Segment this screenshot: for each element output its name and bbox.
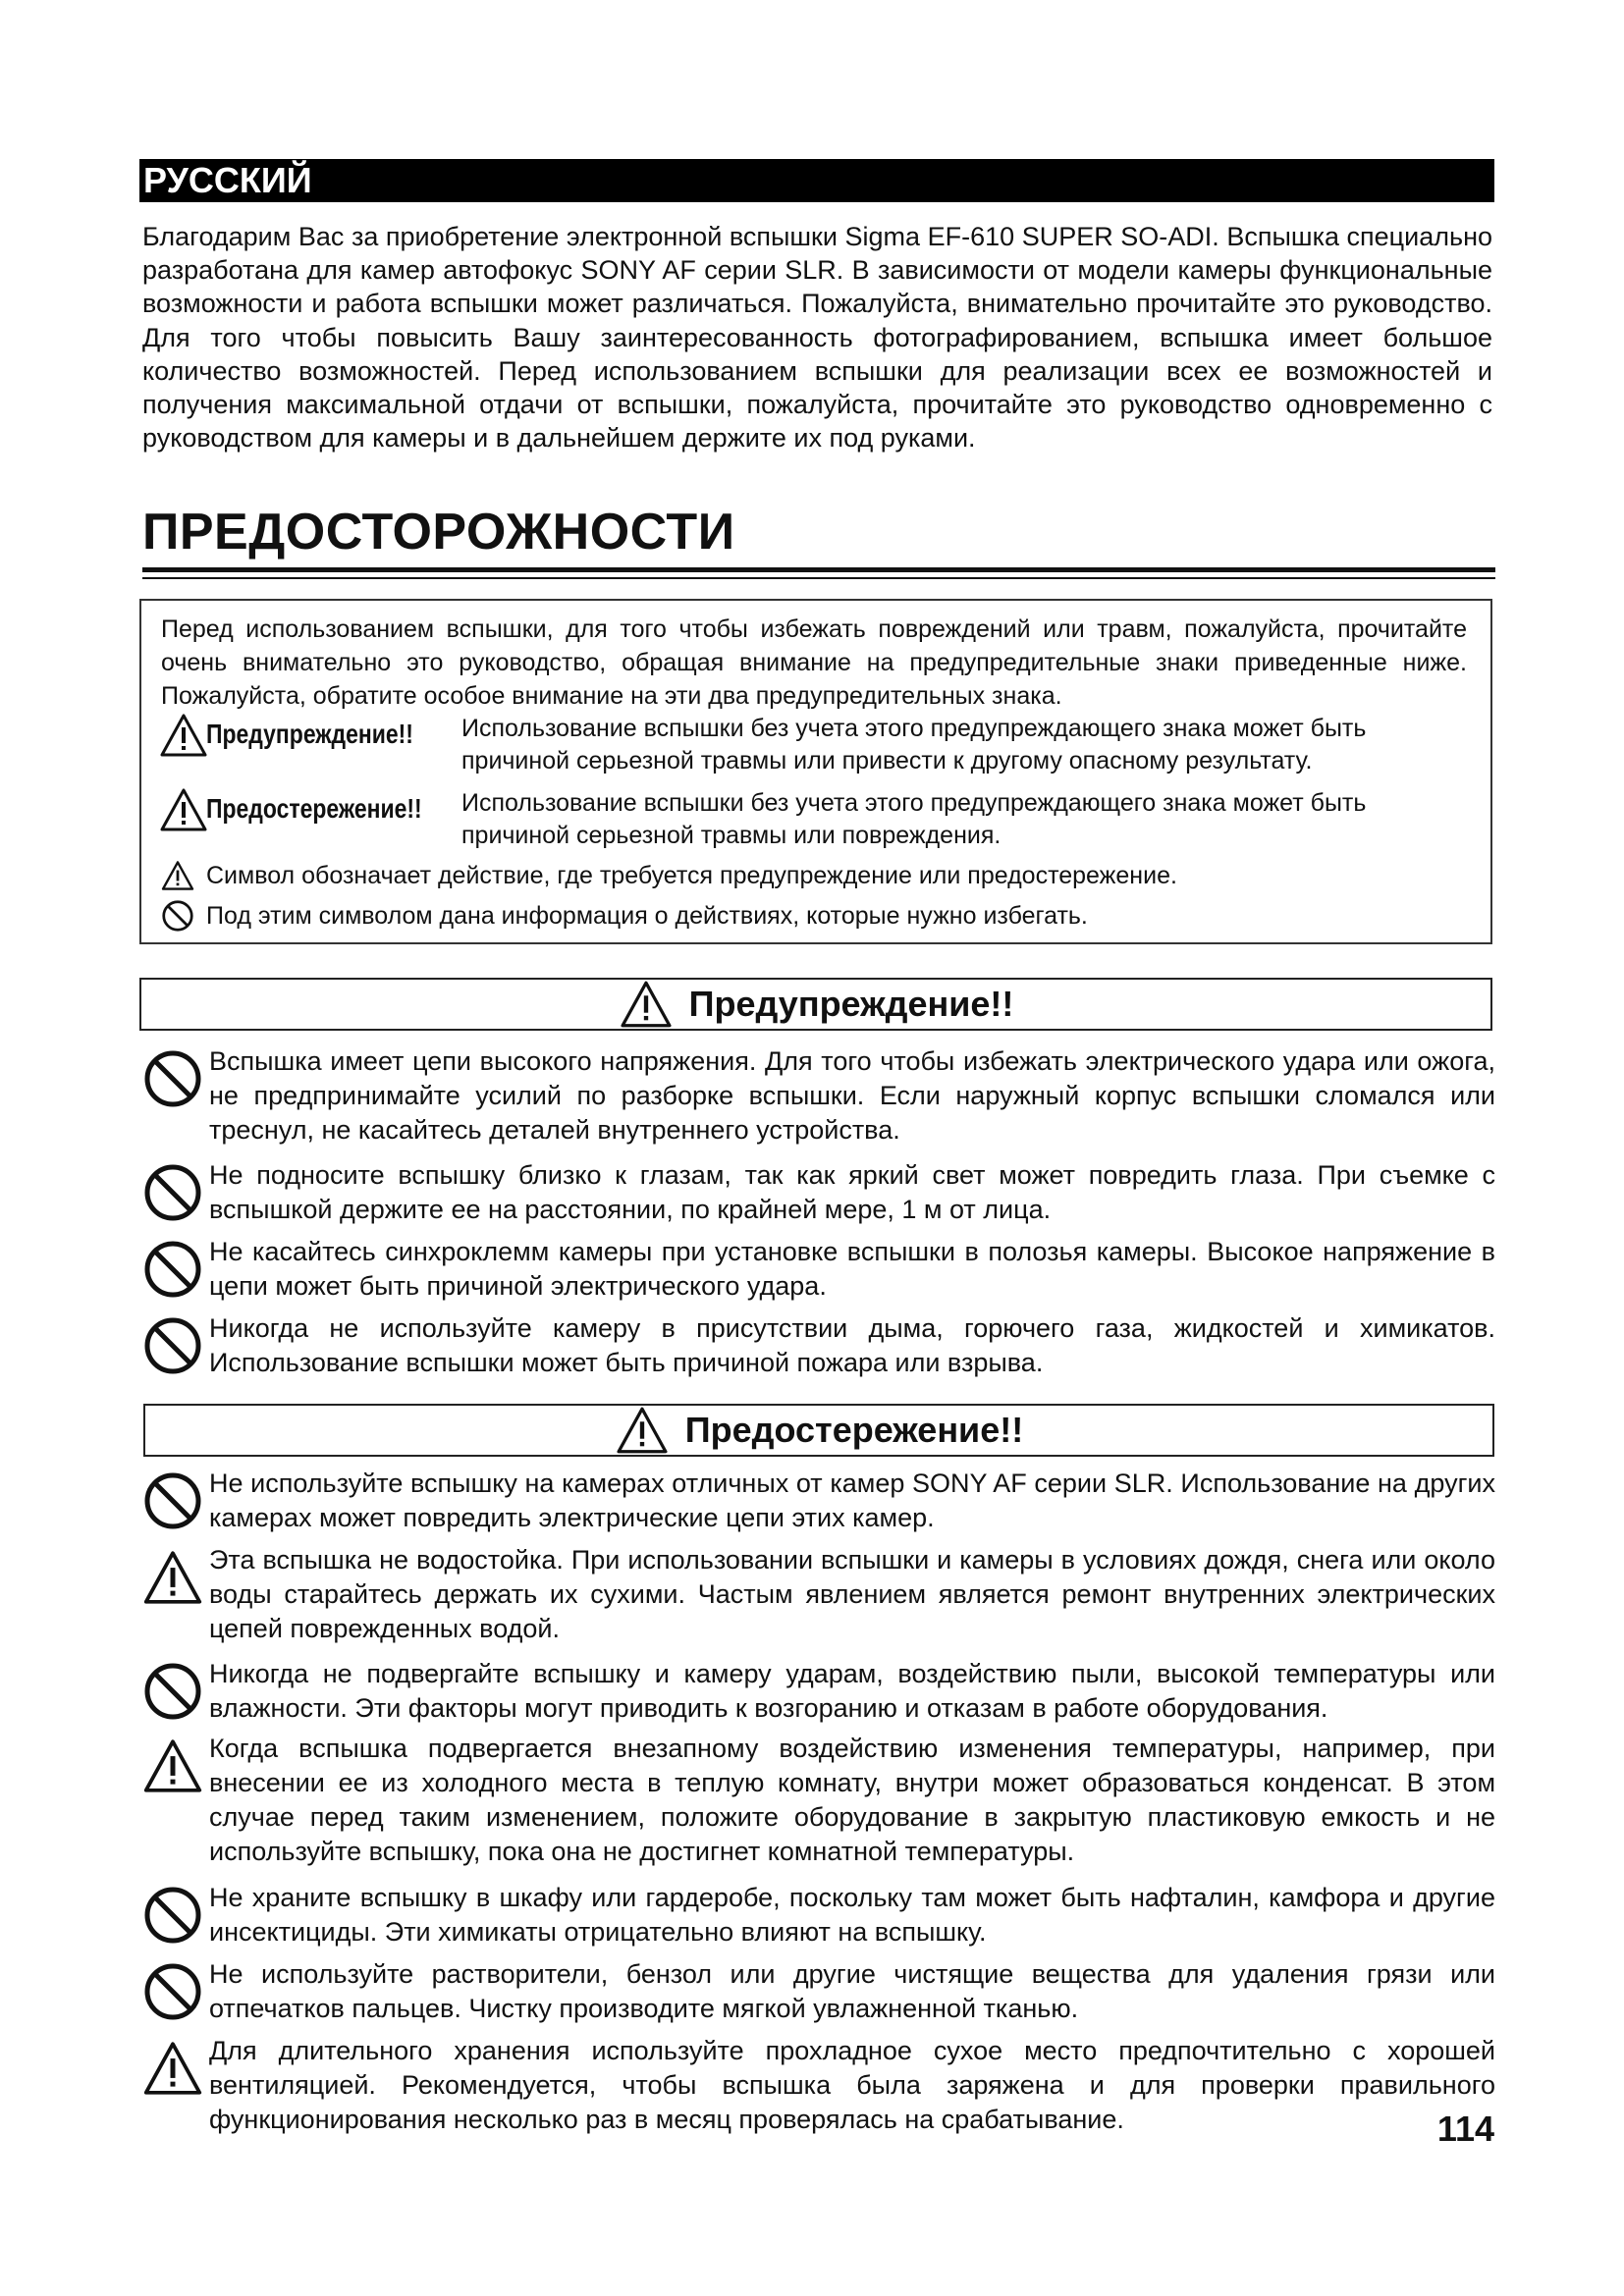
caution-item (142, 1657, 1495, 1726)
warning-item-text: Вспышка имеет цепи высокого напряжения. Для того чтобы избежать электрического удара или ожога, не предпринимайте усилий по разборке вспышки. Если наружный корпус вспышки сломался или треснул, не касайтесь деталей внутреннего устройства. (209, 1046, 1495, 1145)
caution-title: Предостережение!! (684, 1410, 1024, 1450)
notice-paragraph: Перед использованием вспышки, для того чтобы избежать повреждений или травм, пожалуйста, прочитайте очень внимательно это руководство, обращая внимание на предупредительные знаки приведенные ниже. Пожалуйста, обратите особое внимание на эти два предупредительных знака. (161, 615, 1467, 710)
caution-item-text: Эта вспышка не водостойка. При использовании вспышки и камеры в условиях дождя, снега или около воды старайтесь держать их сухими. Частым явлением является ремонт внутренних электрических цепей поврежденных водой. (209, 1545, 1495, 1643)
language-header: РУССКИЙ (139, 159, 1494, 202)
warning-triangle-icon (619, 980, 674, 1029)
page-number: 114 (1436, 2109, 1494, 2149)
legend-caution-desc: Использование вспышки без учета этого предупреждающего знака может быть причиной серьезной травмы или повреждения. (461, 789, 1367, 849)
prohibit-icon (142, 1162, 203, 1223)
caution-heading (143, 1404, 1494, 1457)
warning-triangle-icon (161, 860, 194, 891)
warning-triangle-icon (142, 1735, 203, 1796)
warning-title: Предупреждение!! (688, 984, 1014, 1024)
prohibit-icon (142, 1239, 203, 1300)
warning-item-text: Не подносите вспышку близко к глазам, так как яркий свет может повредить глаза. При съемке с вспышкой держите ее на расстоянии, по крайней мере, 1 м от лица. (209, 1160, 1495, 1224)
caution-item (142, 1543, 1495, 1646)
prohibit-icon (142, 1470, 203, 1531)
section-divider (142, 567, 1495, 579)
prohibit-icon (142, 1315, 203, 1376)
warning-item-text: Никогда не используйте камеру в присутствии дыма, горючего газа, жидкостей и химикатов. Использование вспышки может быть причиной пожара или взрыва. (209, 1313, 1495, 1377)
legend-caution (159, 787, 1463, 852)
caution-item (142, 1957, 1495, 2026)
caution-item-text: Когда вспышка подвергается внезапному воздействию изменения температуры, например, при внесении ее из холодного места в теплую комнату, внутри может образоваться конденсат. В этом случае перед таким изменением, положите оборудование в закрытую пластиковую емкость и не используйте вспышку, пока она не достигнет комнатной температуры. (209, 1734, 1495, 1866)
legend-symbol-triangle (161, 860, 1177, 891)
prohibit-icon (142, 1961, 203, 2022)
legend-warning (159, 713, 1463, 777)
prohibit-icon (142, 1048, 203, 1109)
legend-warning-desc: Использование вспышки без учета этого предупреждающего знака может быть причиной серьезной травмы или привести к другому опасному результату. (461, 715, 1367, 774)
warning-item (142, 1311, 1495, 1380)
caution-item (142, 2034, 1495, 2137)
caution-item-text: Не храните вспышку в шкафу или гардеробе, поскольку там может быть нафталин, камфора и другие инсектициды. Эти химикаты отрицательно влияют на вспышку. (209, 1883, 1495, 1947)
legend-caution-label: Предостережение!! (206, 793, 422, 824)
warning-item (142, 1158, 1495, 1227)
caution-item (142, 1881, 1495, 1949)
symbol-triangle-desc: Символ обозначает действие, где требуется предупреждение или предостережение. (206, 861, 1177, 889)
warning-item (142, 1235, 1495, 1304)
notice-box (139, 599, 1492, 944)
warning-triangle-icon (142, 2038, 203, 2099)
warning-triangle-icon (142, 1547, 203, 1608)
warning-triangle-icon (159, 713, 208, 758)
caution-item (142, 1467, 1495, 1535)
warning-heading (139, 978, 1492, 1031)
caution-item-text: Не используйте вспышку на камерах отличных от камер SONY AF серии SLR. Использование на других камерах может повредить электрические цепи этих камер. (209, 1468, 1495, 1532)
prohibit-icon (161, 899, 194, 933)
warning-item (142, 1044, 1495, 1148)
prohibit-icon (142, 1661, 203, 1722)
caution-item-text: Не используйте растворители, бензол или другие чистящие вещества для удаления грязи или отпечатков пальцев. Чистку производите мягкой увлажненной тканью. (209, 1959, 1495, 2023)
symbol-prohibit-desc: Под этим символом дана информация о действиях, которые нужно избегать. (206, 901, 1088, 930)
caution-item (142, 1732, 1495, 1869)
caution-item-text: Для длительного хранения используйте прохладное сухое место предпочтительно с хорошей вентиляцией. Рекомендуется, чтобы вспышка была заряжена и для проверки правильного функционирования несколько раз в месяц проверялась на срабатывание. (209, 2036, 1495, 2134)
caution-triangle-icon (615, 1406, 670, 1455)
section-title: ПРЕДОСТОРОЖНОСТИ (142, 504, 735, 561)
intro-paragraph: Благодарим Вас за приобретение электронной вспышки Sigma EF-610 SUPER SO-ADI. Вспышка специально разработана для камер автофокус SONY AF серии SLR. В зависимости от модели камеры функциональные возможности и работа вспышки может различаться. Пожалуйста, внимательно прочитайте это руководство. Для того чтобы повысить Вашу заинтересованность фотографированием, вспышка имеет большое количество возможностей. Перед использованием вспышки для реализации всех ее возможностей и получения максимальной отдачи от вспышки, пожалуйста, прочитайте это руководство одновременно с руководством для камеры и в дальнейшем держите их под руками. (142, 222, 1492, 454)
caution-triangle-icon (159, 787, 208, 832)
legend-warning-label: Предупреждение!! (206, 719, 413, 749)
prohibit-icon (142, 1885, 203, 1946)
caution-item-text: Никогда не подвергайте вспышку и камеру ударам, воздействию пыли, высокой температуры или влажности. Эти факторы могут приводить к возгоранию и отказам в работе оборудования. (209, 1659, 1495, 1723)
legend-symbol-prohibit (161, 899, 1088, 933)
warning-item-text: Не касайтесь синхроклемм камеры при установке вспышки в полозья камеры. Высокое напряжение в цепи может быть причиной электрического удара. (209, 1237, 1495, 1301)
